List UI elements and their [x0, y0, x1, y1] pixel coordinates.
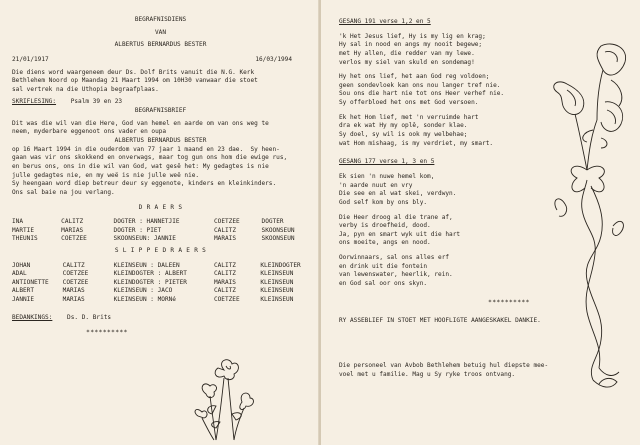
brief-line: Sy heengaan word diep betreur deur sy eggenote, kinders en kleinkinders.: [12, 180, 277, 188]
table-row: [12, 227, 309, 235]
bedankings-label: BEDANKINGS:: [12, 314, 53, 322]
service-line: Die diens word waargeneem deur Ds. Dolf Brits vanuit die N.G. Kerk: [12, 68, 255, 76]
brief-line: op 16 Maart 1994 in die ouderdom van 77 jaar 1 maand en 23 dae. Sy heen-: [12, 145, 280, 153]
hymn-line: 'k Het Jesus lief, Hy is my lig en krag;: [339, 32, 486, 40]
bearer-surname: CALITZ: [213, 287, 236, 295]
brief-line: Dit was die wil van die Here, God van hemel en aarde om van ons weg te: [12, 119, 269, 127]
bearer-surname: MARAIS: [213, 278, 236, 286]
deceased-name: ALBERTUS BERNARDUS BESTER: [114, 41, 207, 49]
skriflesing-row: [12, 98, 309, 107]
hymn-line: Sy offerbloed het ons met God versoen.: [339, 99, 479, 107]
program-title: BEGRAFNISDIENS: [134, 16, 187, 23]
bearer-surname: COETZEE: [61, 234, 87, 242]
hymn-line: Hy sal in nood en angs my nooit begewe;: [339, 41, 483, 49]
bearer-first: ALBERT: [12, 287, 35, 295]
bearer-relation: SKOONSEUN: JANNIE: [113, 234, 176, 242]
gesang-177-title: GESANG 177 verse 1, 3 en 5: [339, 158, 435, 166]
hymn-verse: [339, 33, 539, 68]
brief-name: ALBERTUS BERNARDUS BESTER: [114, 137, 207, 145]
bearer-relation: KLEINSEUN : DALEEN: [113, 262, 180, 270]
bearer-surname: MARIAS: [62, 287, 85, 295]
bearer-surname: CALITZ: [61, 218, 84, 226]
hymn-line: 'n aarde nuut en vry: [339, 181, 413, 189]
skriflesing-value: Psalm 39 en 23: [70, 98, 123, 106]
hymn-line: en drink uit die fontein: [339, 262, 428, 270]
hymn-line: dra ek wat Hy my oplê, sonder klae.: [339, 122, 468, 130]
table-row: [12, 262, 309, 270]
bearer-relation: KLEINDOGTER : ALBERT: [113, 270, 187, 278]
bearer-surname: COETZEE: [62, 270, 89, 278]
slippedraers-table: [12, 262, 309, 304]
bearer-relation: KLEINDOGTER : PIETER: [113, 278, 187, 286]
table-row: [12, 279, 309, 287]
bearer-surname: CALITZ: [213, 270, 236, 278]
procession-request: RY ASSEBLIEF IN STOET MET HOOFLIGTE AANGESKAKEL DANKIE.: [339, 317, 541, 325]
table-row: [12, 218, 309, 226]
bearer-first: MARTIE: [12, 226, 35, 234]
lily-ribbon-illustration: [543, 40, 633, 400]
bearer-relation: KLEINSEUN: [260, 295, 294, 303]
brief-line: Ons sal baie na jou verlang.: [12, 188, 115, 196]
bearer-surname: COETZEE: [213, 218, 240, 226]
table-row: [12, 235, 309, 243]
bedankings-value: Ds. D. Brits: [67, 314, 112, 322]
hymn-verse: [339, 214, 539, 249]
hymn-line: van lewenswater, heerlik, rein.: [339, 271, 453, 279]
van-label: VAN: [154, 28, 166, 36]
dates-row: [12, 56, 292, 65]
hymn-line: ons moeite, angs en nood.: [339, 239, 431, 247]
hymn-verse: [339, 73, 539, 108]
service-text: [12, 69, 309, 95]
date-born: 21/01/1917: [12, 55, 49, 63]
skriflesing-label: SKRIFLESING:: [12, 98, 57, 106]
separator-stars: **********: [488, 298, 530, 306]
gesang-191-title: GESANG 191 verse 1,2 en 5: [339, 18, 431, 25]
date-died: 16/03/1994: [255, 55, 292, 63]
bearer-surname: MARAIS: [213, 234, 236, 242]
table-row: [12, 270, 309, 278]
hymn-line: geen sondevloek kan ons nou langer tref nie.: [339, 81, 501, 89]
hymn-line: Oorwinnaars, sal ons alles erf: [339, 254, 450, 262]
brief-line: en berus ons, ons in die wil van God, wat gesê het: My gedagtes is nie: [12, 162, 269, 170]
table-row: [12, 296, 309, 304]
bearer-first: ADAL: [12, 270, 27, 278]
hymn-line: God self kom by ons bly.: [339, 198, 428, 206]
hymn-line: Die see en al wat skei, verdwyn.: [339, 190, 457, 198]
hymn-verse: [339, 114, 539, 149]
bedankings-row: [12, 314, 309, 323]
hymn-line: Hy het ons lief, het aan God reg voldoen;: [339, 73, 490, 81]
hymn-line: Ja, pyn en smart wyk uit die hart: [339, 230, 461, 238]
bearer-relation: KLEINSEUN : JACO: [113, 287, 173, 295]
slippedraers-heading: S L I P P E D R A E R S: [114, 247, 207, 255]
bearer-relation: KLEINSEUN: [260, 278, 294, 286]
bearer-surname: COETZEE: [213, 295, 240, 303]
hymn-line: verby is droefheid, dood.: [339, 222, 431, 230]
rose-illustration: [186, 356, 260, 442]
draers-heading: D R A E R S: [138, 203, 183, 211]
hymn-line: Sou ons die hart nie tot ons Heer verhef nie.: [339, 90, 505, 98]
bearer-surname: MARIAS: [62, 295, 85, 303]
hymn-line: en God sal oor ons skyn.: [339, 280, 428, 288]
bearer-relation: KLEINSEUN: [260, 287, 294, 295]
hymn-line: Ek het Hom lief, met 'n verruimde hart: [339, 113, 479, 121]
bearer-relation: DOGTER : HANNETJIE: [113, 218, 180, 226]
bearer-surname: CALITZ: [62, 262, 85, 270]
hymn-line: met Hy allen, die redder van my lewe.: [339, 49, 475, 57]
bearer-relation: SKOONSEUN: [261, 234, 295, 242]
bearer-first: THEUNIS: [12, 234, 38, 242]
bearer-surname: CALITZ: [213, 226, 236, 234]
separator-stars: **********: [86, 328, 128, 336]
bearer-first: INA: [12, 218, 24, 226]
hymn-verse: [339, 173, 539, 208]
brief-line: julle gedagtes nie, en my weë is nie julle weë nie.: [12, 171, 200, 179]
bearer-surname: COETZEE: [62, 278, 89, 286]
closing-line: voel met u familie. Mag u Sy ryke troos ontvang.: [339, 370, 516, 378]
bearer-first: JOHAN: [12, 262, 31, 270]
bearer-first: JANNIE: [12, 295, 35, 303]
service-line: sal vertrek na die Uthopia begraafplaas.: [12, 85, 159, 93]
begrafnisbrief-heading: BEGRAFNISBRIEF: [134, 107, 187, 115]
bearer-relation: KLEINSEUN: [260, 270, 294, 278]
hymn-line: Sy doel, sy wil is ook my welbehae;: [339, 131, 468, 139]
closing-line: Die personeel van Avbob Bethlehem betuig hul diepste mee-: [339, 361, 549, 369]
hymn-line: wat Hom mishaag, is my verdriet, my smart.: [339, 139, 494, 147]
hymn-line: Die Heer droog al die trane af,: [339, 213, 453, 221]
hymn-verse: [339, 254, 539, 289]
bearer-relation: KLEINSEUN : MORNé: [113, 295, 176, 303]
bearer-surname: CALITZ: [213, 262, 236, 270]
brief-line: neem, myderbare eggenoot ons vader en oupa: [12, 128, 167, 136]
bearer-relation: DOGTER: [261, 218, 284, 226]
bearer-relation: SKOONSEUN: [261, 226, 295, 234]
table-row: [12, 287, 309, 295]
bearer-first: ANTIONETTE: [12, 278, 49, 286]
draers-table: [12, 218, 309, 243]
brief-line: gaan was vir ons skokkend en onverwags, maar tog gun ons hom die ewige rus,: [12, 154, 288, 162]
bearer-relation: KLEINDOGTER: [260, 262, 301, 270]
hymn-line: verlos my siel van skuld en sondemag!: [339, 58, 475, 66]
bearer-surname: MARIAS: [61, 226, 84, 234]
service-line: Bethlehem Noord op Maandag 21 Maart 1994 om 10H30 vanwaar die stoet: [12, 77, 258, 85]
left-page: [0, 0, 319, 445]
bearer-relation: DOGTER : PIET: [113, 226, 162, 234]
hymn-line: Ek sien 'n nuwe hemel kom,: [339, 172, 435, 180]
